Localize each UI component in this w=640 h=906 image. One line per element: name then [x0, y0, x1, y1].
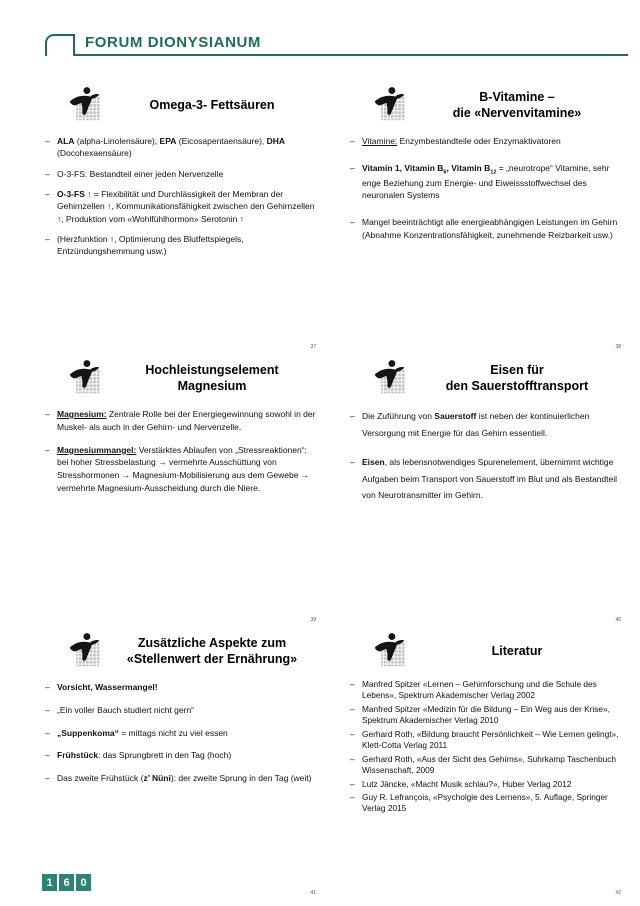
bullet-marker: – — [45, 188, 50, 199]
bullet-text: Gerhard Roth, «Aus der Sicht des Gehirns», Suhrkamp Taschenbuch Wissenschaft, 2009 — [362, 753, 616, 775]
bullet-marker: – — [350, 136, 355, 146]
bullet-text: ALA (alpha-Linolensäure), EPA (Eicosapentaensäure), DHA (Docohexaensäure) — [57, 136, 286, 159]
bullet-item — [350, 779, 625, 790]
bullet-item — [45, 772, 320, 785]
bullet-text: Frühstück: das Sprungbrett in den Tag (hoch) — [57, 750, 232, 761]
slide-header — [40, 358, 320, 398]
dancer-logo-icon — [68, 631, 104, 671]
bullet-item — [45, 408, 320, 434]
bullet-marker: – — [45, 168, 50, 179]
bullet-text: O-3-FS: Bestandteil einer jeden Nervenzelle — [57, 168, 224, 179]
bullet-marker: – — [45, 409, 50, 419]
slide-number: 40 — [615, 617, 621, 623]
bullet-marker: – — [45, 233, 50, 244]
bullet-marker: – — [45, 773, 50, 783]
slide-number: 37 — [310, 344, 316, 350]
bullet-text: „Suppenkoma“ = mittags nicht zu viel essen — [57, 727, 228, 738]
bullet-text: Manfred Spitzer «Lernen – Gehirnforschung und die Schule des Lebens», Spektrum Akademischer Verlag 2002 — [362, 679, 597, 700]
bullet-text: Manfred Spitzer «Medizin für die Bildung – Ein Weg aus der Krise», Spektrum Akademischer Verlag 2010 — [362, 703, 610, 725]
bullet-text: Lutz Jäncke, «Macht Musik schlau?», Huber Verlag 2012 — [362, 778, 572, 789]
dancer-logo-icon — [373, 358, 409, 398]
bullet-item — [350, 704, 625, 726]
slide-bullets — [345, 408, 625, 504]
dancer-logo-icon — [68, 85, 104, 125]
bullet-text: Gerhard Roth, «Bildung braucht Persönlichkeit – Wie Lernen gelingt», Klett-Cotta Verlag 2011 — [362, 728, 619, 750]
slide-bullets — [345, 135, 625, 242]
slide-title: Zusätzliche Aspekte zum «Stellenwert der Ernährung» — [126, 635, 298, 666]
bullet-marker: – — [45, 136, 50, 146]
bullet-marker: – — [350, 728, 355, 739]
bullet-item — [45, 135, 320, 160]
slide-number: 39 — [310, 617, 316, 623]
slide-title: Hochleistungselement Magnesium — [145, 362, 279, 393]
slide-bullets — [40, 135, 320, 258]
bullet-text: „Ein voller Bauch studiert nicht gern“ — [57, 704, 195, 715]
slide-2 — [345, 85, 625, 358]
bullet-item — [45, 168, 320, 180]
page-number-digit: 1 — [42, 874, 57, 891]
slides-grid — [40, 85, 625, 904]
slide-bullets — [40, 408, 320, 495]
slide-3 — [40, 358, 320, 631]
bullet-marker: – — [350, 411, 355, 421]
bullet-text: Magnesiummangel: Verstärktes Ablaufen von „Stressreaktionen“: bei hoher Stressbelastung → vermehrte Ausschüttung von Stresshormonen → Magnesium-Mobilisierung aus dem Gewebe → vermehrte Magnesium-Ausscheidung durch die Niere. — [57, 444, 310, 493]
slide-number: 42 — [615, 890, 621, 896]
bullet-text: Mangel beeinträchtigt alle energieabhängigen Leistungen im Gehirn (Abnahme Konzentrationsfähigkeit, zunehmende Reizbarkeit usw.) — [362, 217, 618, 240]
bullet-text: Magnesium: Zentrale Rolle bei der Energiegewinnung sowohl in der Muskel- als auch in der Gehirn- und Nervenzelle. — [57, 409, 316, 432]
dancer-logo-icon — [373, 631, 409, 671]
slide-5 — [40, 631, 320, 904]
bullet-text: Vitamin 1, Vitamin $B_6$, Vitamin $B_{12}$ = „neurotrope“ Vitamine, sehr enge Beziehung zum Energie- und Eiweissstoffwechsel des neuronalen Systems — [362, 162, 610, 201]
slide-number: 41 — [310, 890, 316, 896]
bullet-text: (Herzfunktion ↑, Optimierung des Blutfettspiegels, Entzündungshemmung usw.) — [57, 233, 244, 257]
bullet-marker: – — [350, 778, 355, 789]
bullet-item — [350, 454, 625, 504]
page-number-digit: 6 — [59, 874, 74, 891]
page-number — [42, 874, 91, 891]
bullet-marker: – — [350, 457, 355, 468]
bullet-marker: – — [45, 682, 50, 692]
slide-4 — [345, 358, 625, 631]
bullet-item — [350, 135, 625, 148]
slide-header — [345, 631, 625, 671]
slide-header — [40, 631, 320, 671]
page-title: FORUM DIONYSIANUM — [85, 34, 262, 51]
bullet-item — [45, 233, 320, 258]
slide-header — [40, 85, 320, 125]
slide-6 — [345, 631, 625, 904]
dancer-logo-icon — [373, 85, 409, 125]
bullet-marker: – — [45, 704, 50, 715]
bullet-item — [45, 188, 320, 225]
slide-bullets — [345, 679, 625, 814]
slide-1 — [40, 85, 320, 358]
slide-title: Eisen für den Sauerstofftransport — [445, 362, 589, 393]
bullet-text: Eisen, als lebensnotwendiges Spurenelement, übernimmt wichtige Aufgaben beim Transport von Sauerstoff im Blut und als Bestandteil von Neurotransmitter im Gehirn. — [362, 457, 617, 501]
bullet-marker: – — [350, 217, 355, 228]
bullet-marker: – — [350, 162, 355, 173]
bullet-item — [350, 729, 625, 751]
bullet-marker: – — [350, 792, 355, 803]
bullet-item — [45, 681, 320, 694]
bullet-text: Die Zuführung von Sauerstoff ist neben der kontinuierlichen Versorgung mit Energie für das Gehirn essentiell. — [362, 411, 590, 438]
slide-title: Omega-3- Fettsäuren — [149, 97, 275, 112]
bullet-marker: – — [350, 679, 355, 689]
bullet-marker: – — [45, 444, 50, 455]
bullet-item — [350, 754, 625, 776]
bullet-item — [45, 727, 320, 740]
bullet-text: Guy R. Lefrançois, «Psycholgie des Lernens», 5. Auflage, Springer Verlag 2015 — [362, 792, 608, 814]
bullet-item — [350, 162, 625, 202]
page-number-digit: 0 — [76, 874, 91, 891]
slide-header — [345, 85, 625, 125]
bullet-item — [45, 749, 320, 762]
slide-bullets — [40, 681, 320, 785]
bullet-marker: – — [45, 750, 50, 761]
bullet-text: Vorsicht, Wassermangel! — [57, 682, 158, 692]
bullet-item — [350, 408, 625, 441]
bullet-item — [350, 216, 625, 242]
page-header — [45, 28, 628, 56]
header-tab-decoration — [45, 34, 75, 56]
bullet-marker: – — [45, 727, 50, 738]
bullet-item — [45, 704, 320, 717]
bullet-item — [350, 679, 625, 701]
slide-title: B-Vitamine – die «Nervenvitamine» — [452, 89, 582, 120]
bullet-text: O-3-FS ↑ = Flexibilität und Durchlässigkeit der Membran der Gehirnzellen ↑, Kommunikationsfähigkeit zwischen den Gehirnzellen ↑, Produktion vom «Wohlfühlhormon» Serotonin ↑ — [57, 188, 315, 224]
bullet-item — [45, 444, 320, 495]
bullet-marker: – — [350, 753, 355, 764]
slide-title: Literatur — [491, 643, 543, 658]
slide-number: 38 — [615, 344, 621, 350]
bullet-marker: – — [350, 703, 355, 714]
dancer-logo-icon — [68, 358, 104, 398]
slide-header — [345, 358, 625, 398]
bullet-text: Vitamine: Enzymbestandteile oder Enzymaktivatoren — [362, 136, 561, 146]
bullet-text: Das zweite Frühstück (z’ Nüni): der zweite Sprung in den Tag (weit) — [57, 773, 312, 783]
bullet-item — [350, 792, 625, 814]
